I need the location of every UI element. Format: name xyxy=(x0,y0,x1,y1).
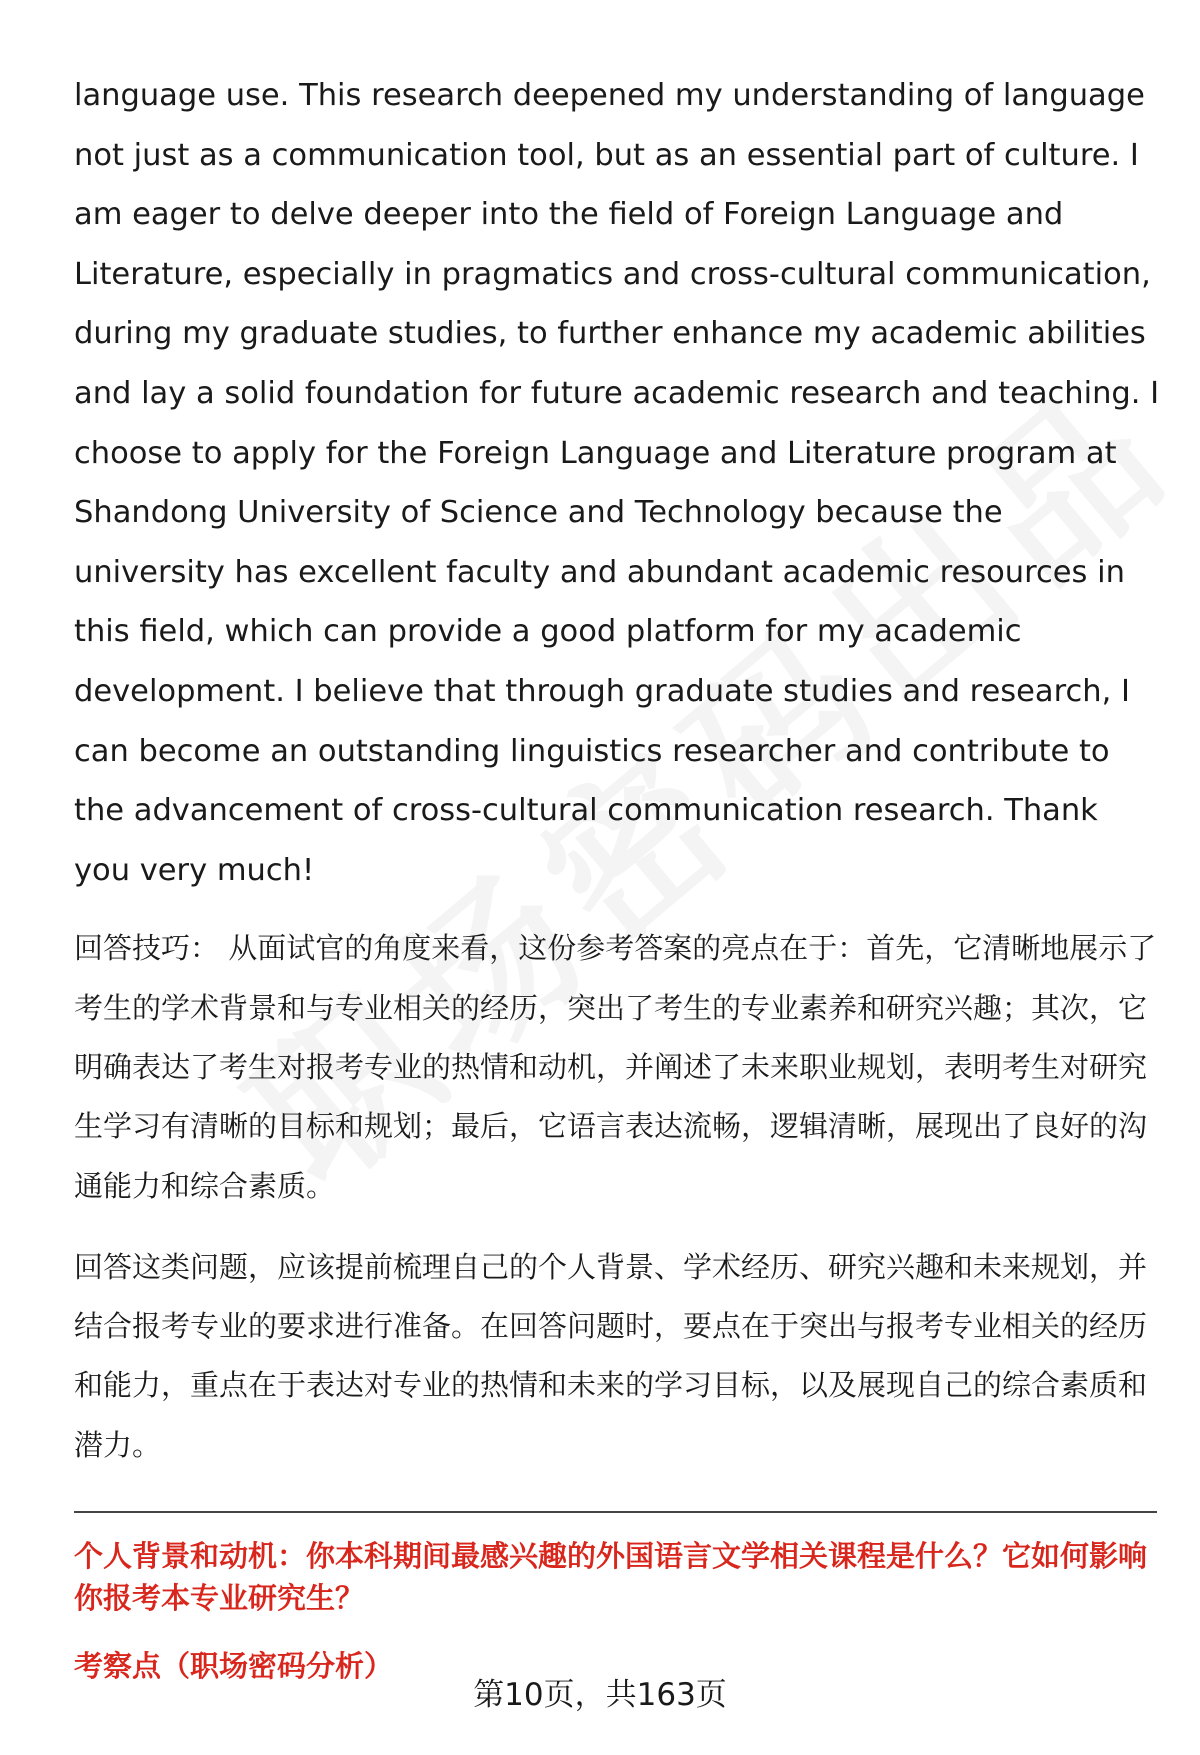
page-content xyxy=(74,66,1160,1687)
answer-paragraph-english: language use. This research deepened my understanding of language not just as a communication tool, but as an essential part of culture. I am eager to delve deeper into the field of Foreign Language and Literature, especially in pragmatics and cross-cultural communication, during my graduate studies, to further enhance my academic abilities and lay a solid foundation for future academic research and teaching. I choose to apply for the Foreign Language and Literature program at Shandong University of Science and Technology because the university has excellent faculty and abundant academic resources in this field, which can provide a good platform for my academic development. I believe that through graduate studies and research, I can become an outstanding linguistics researcher and contribute to the advancement of cross-cultural communication research. Thank you very much! xyxy=(74,78,1160,888)
page-number-footer: 第10页，共163页 xyxy=(473,1677,727,1713)
section-divider xyxy=(74,1511,1157,1513)
next-question-title: 个人背景和动机：你本科期间最感兴趣的外国语言文学相关课程是什么？它如何影响你报考本专业研究生？ xyxy=(74,1538,1148,1615)
answer-advice-paragraph: 回答这类问题，应该提前梳理自己的个人背景、学术经历、研究兴趣和未来规划，并结合报考专业的要求进行准备。在回答问题时，要点在于突出与报考专业相关的经历和能力，重点在于表达对专业的热情和未来的学习目标，以及展现自己的综合素质和潜力。 xyxy=(74,1249,1148,1462)
answer-tips-paragraph: 回答技巧： 从面试官的角度来看，这份参考答案的亮点在于：首先，它清晰地展示了考生的学术背景和与专业相关的经历，突出了考生的专业素养和研究兴趣；其次，它明确表达了考生对报考专业的热情和动机，并阐述了未来职业规划，表明考生对研究生学习有清晰的目标和规划；最后，它语言表达流畅，逻辑清晰，展现出了良好的沟通能力和综合素质。 xyxy=(74,931,1157,1203)
assessment-points-heading: 考察点（职场密码分析） xyxy=(74,1648,394,1683)
